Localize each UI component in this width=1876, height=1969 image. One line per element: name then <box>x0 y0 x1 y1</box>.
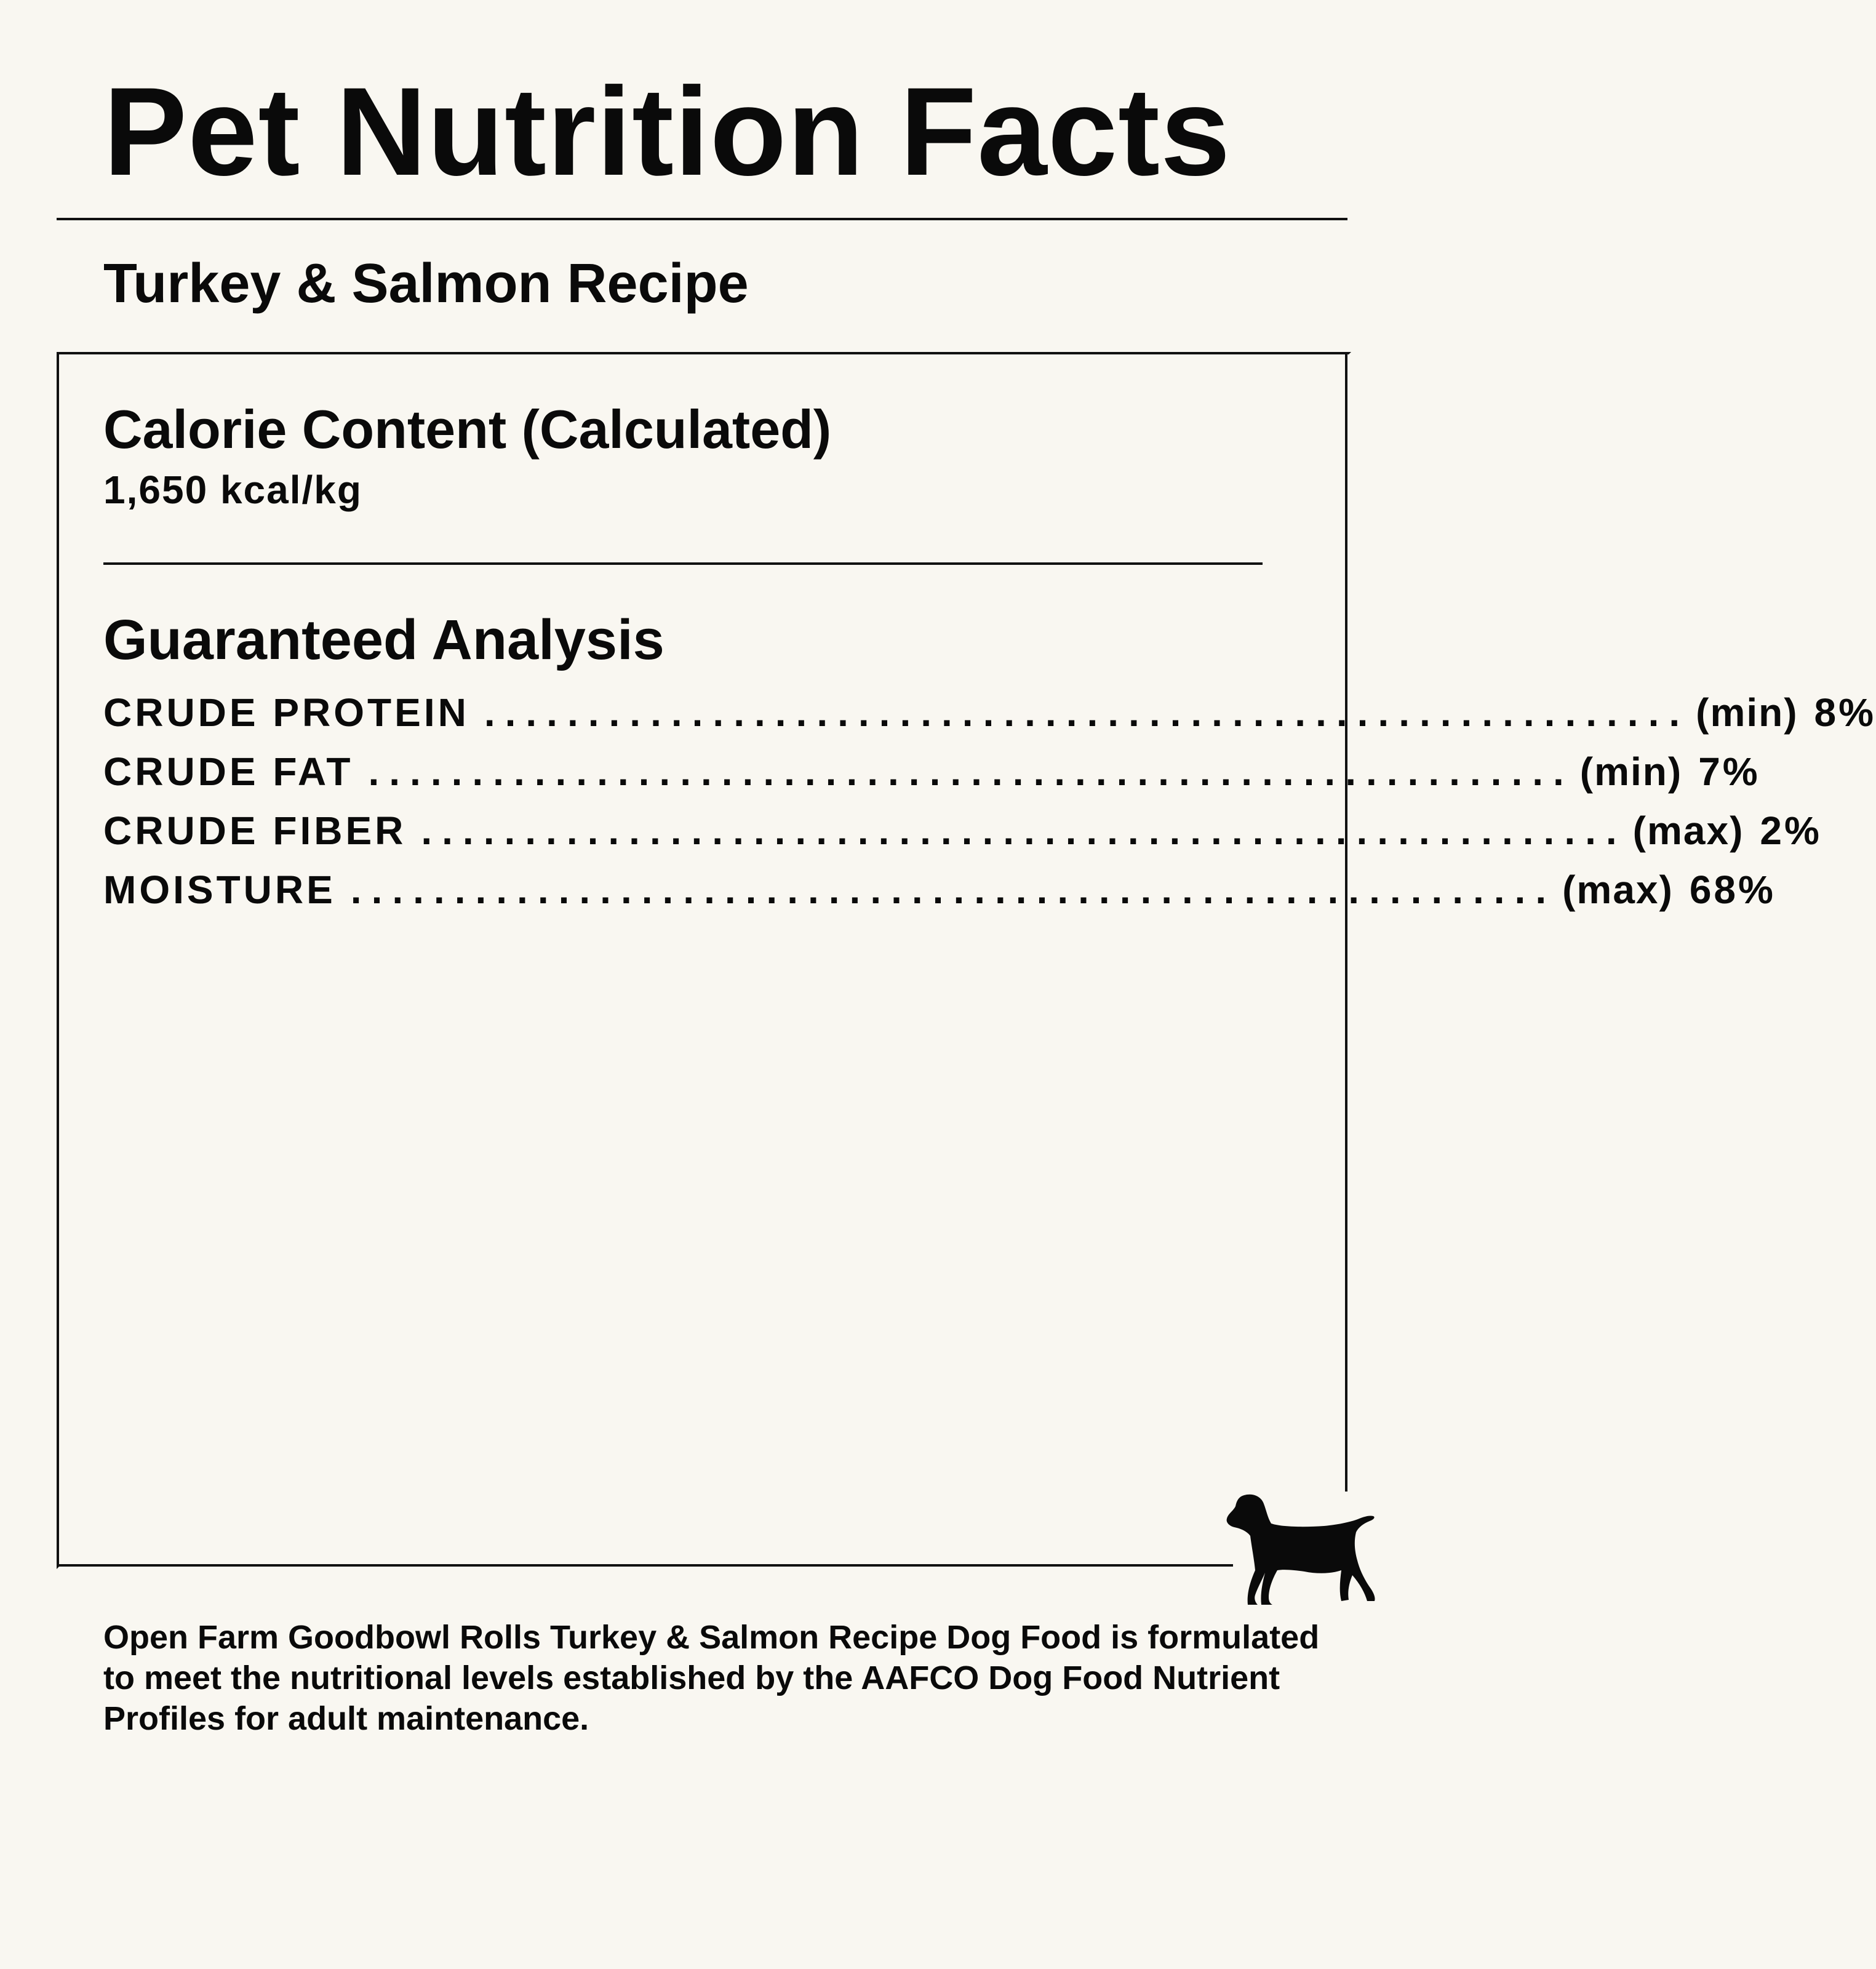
calorie-value: 1,650 kcal/kg <box>103 468 362 512</box>
dot-leader: .......................................................... <box>350 868 1557 912</box>
section-divider <box>103 562 1263 565</box>
page-title: Pet Nutrition Facts <box>103 62 1231 202</box>
nutrient-qualifier: (min) <box>1696 690 1798 735</box>
nutrition-panel <box>57 352 1351 1569</box>
nutrient-value: 68% <box>1689 868 1776 912</box>
nutrient-qualifier: (max) <box>1632 809 1744 853</box>
nutrient-name: CRUDE PROTEIN <box>103 690 469 735</box>
nutrient-name: CRUDE FIBER <box>103 809 407 853</box>
dot-leader: .......................................................... <box>368 749 1574 794</box>
analysis-row <box>103 809 1822 870</box>
analysis-row <box>103 868 1776 929</box>
aafco-statement: Open Farm Goodbowl Rolls Turkey & Salmon Recipe Dog Food is formulated to meet the nutritional levels established by the AAFCO Dog Food Nutrient Profiles for adult maintenance. <box>103 1619 1320 1737</box>
recipe-name: Turkey & Salmon Recipe <box>103 253 749 314</box>
analysis-row <box>103 690 1876 752</box>
nutrient-qualifier: (min) <box>1579 749 1683 794</box>
nutrient-value: 2% <box>1760 809 1822 853</box>
dot-leader: .......................................................... <box>484 690 1690 735</box>
panel-right-border <box>1345 352 1347 1492</box>
nutrient-qualifier: (max) <box>1562 868 1674 912</box>
nutrient-value: 7% <box>1698 749 1760 794</box>
panel-bottom-border <box>57 1564 1233 1567</box>
nutrient-name: CRUDE FAT <box>103 749 354 794</box>
nutrient-value: 8% <box>1814 690 1876 735</box>
title-divider <box>57 218 1347 220</box>
dot-leader: .......................................................... <box>421 809 1627 853</box>
calorie-heading: Calorie Content (Calculated) <box>103 399 832 460</box>
analysis-row <box>103 749 1760 811</box>
nutrient-name: MOISTURE <box>103 868 336 912</box>
dog-icon <box>1226 1493 1377 1605</box>
analysis-heading: Guaranteed Analysis <box>103 609 665 671</box>
analysis-table <box>103 690 1876 929</box>
